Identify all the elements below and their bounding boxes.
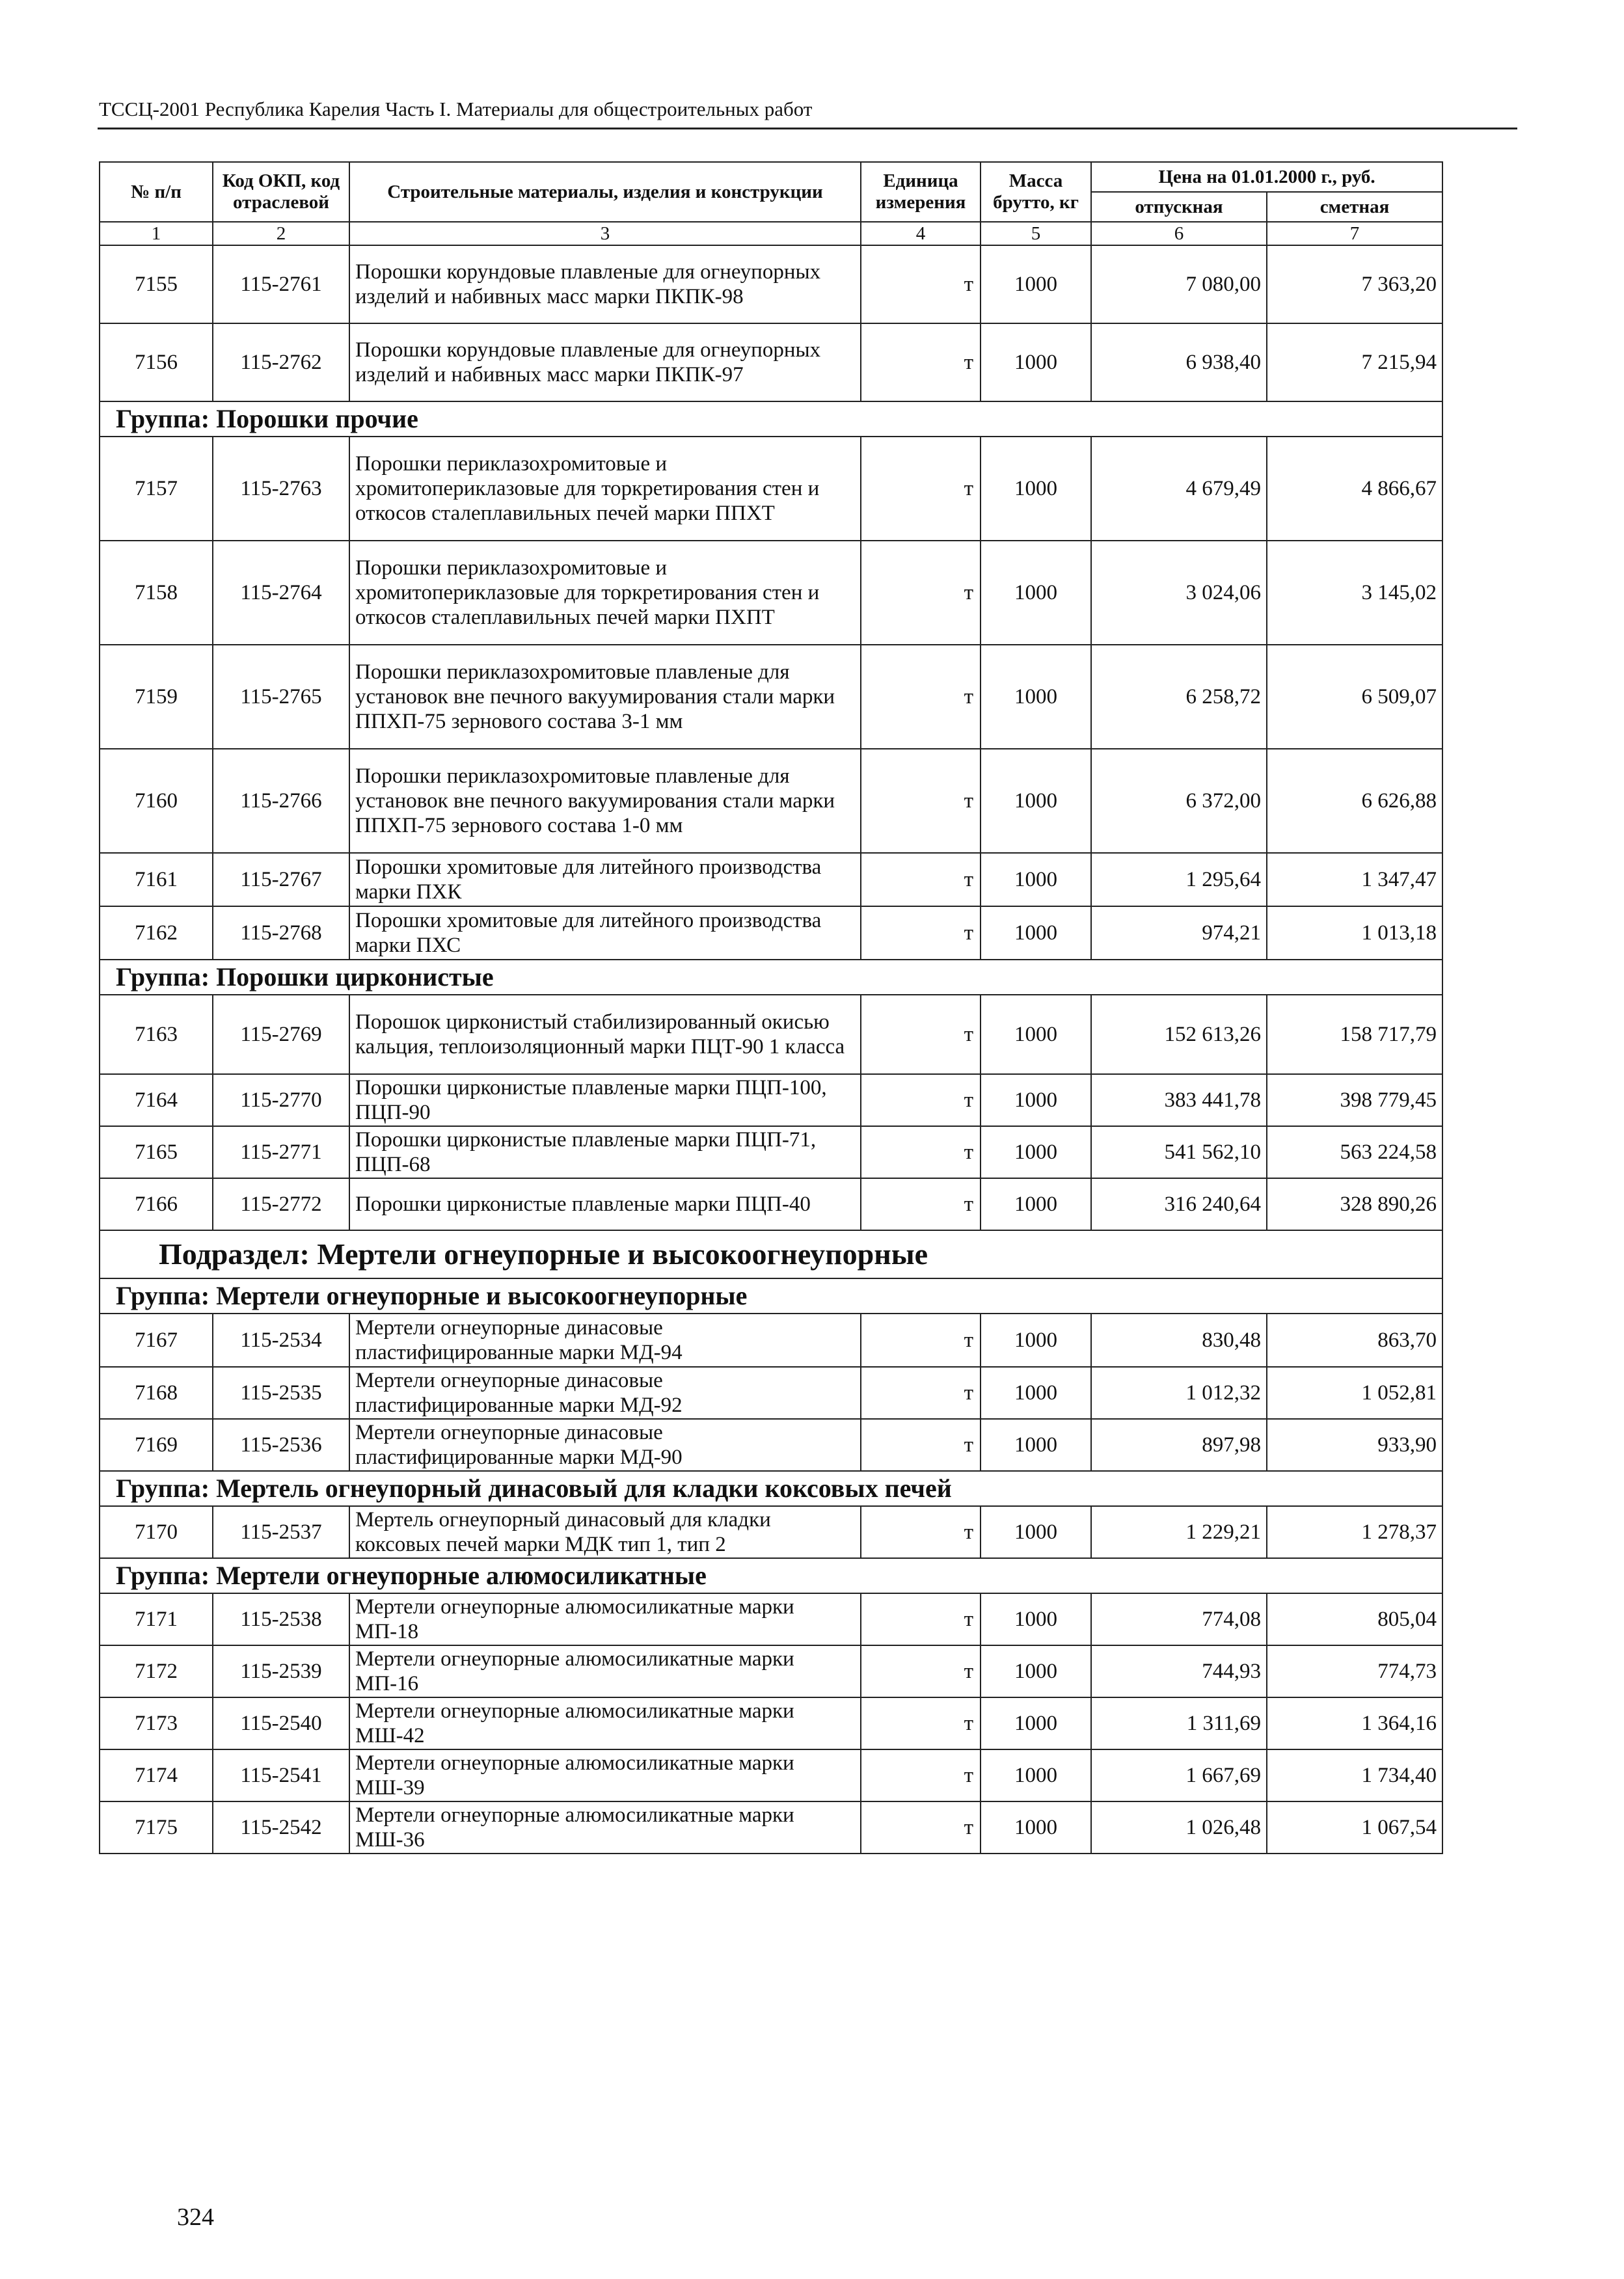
row-description: Порошки периклазохромитовые плавленые для установок вне печного вакуумирования стали марки ППХП-75 зернового состава 3-1 мм xyxy=(349,645,861,749)
row-code: 115-2768 xyxy=(213,906,349,960)
row-mass: 1000 xyxy=(981,1749,1091,1801)
row-description: Порошки цирконистые плавленые марки ПЦП-40 xyxy=(349,1178,861,1230)
row-code: 115-2765 xyxy=(213,645,349,749)
row-code: 115-2772 xyxy=(213,1178,349,1230)
row-unit: т xyxy=(861,323,981,401)
row-price-estimate: 158 717,79 xyxy=(1267,995,1442,1074)
row-number: 7173 xyxy=(100,1697,213,1749)
row-mass: 1000 xyxy=(981,853,1091,906)
table-row xyxy=(100,245,1442,323)
row-unit: т xyxy=(861,645,981,749)
row-number: 7174 xyxy=(100,1749,213,1801)
row-number: 7170 xyxy=(100,1506,213,1558)
table-row xyxy=(100,1367,1442,1419)
row-number: 7175 xyxy=(100,1801,213,1854)
row-unit: т xyxy=(861,541,981,645)
row-price-estimate: 1 347,47 xyxy=(1267,853,1442,906)
column-number: 5 xyxy=(981,222,1091,245)
column-number: 3 xyxy=(349,222,861,245)
row-unit: т xyxy=(861,1178,981,1230)
subsection-row xyxy=(100,1230,1442,1278)
header-code: Код ОКП, код отраслевой xyxy=(213,162,349,222)
row-description: Мертель огнеупорный динасовый для кладки коксовых печей марки МДК тип 1, тип 2 xyxy=(349,1506,861,1558)
row-number: 7161 xyxy=(100,853,213,906)
row-price-release: 4 679,49 xyxy=(1091,437,1267,541)
row-mass: 1000 xyxy=(981,1645,1091,1697)
row-price-release: 1 012,32 xyxy=(1091,1367,1267,1419)
row-description: Порошки периклазохромитовые плавленые для установок вне печного вакуумирования стали марки ППХП-75 зернового состава 1-0 мм xyxy=(349,749,861,853)
group-row xyxy=(100,960,1442,995)
group-row xyxy=(100,1278,1442,1314)
row-unit: т xyxy=(861,1506,981,1558)
row-price-estimate: 7 215,94 xyxy=(1267,323,1442,401)
table-row xyxy=(100,1801,1442,1854)
row-code: 115-2766 xyxy=(213,749,349,853)
row-number: 7169 xyxy=(100,1419,213,1471)
row-mass: 1000 xyxy=(981,1074,1091,1126)
row-price-release: 1 295,64 xyxy=(1091,853,1267,906)
table-row xyxy=(100,1314,1442,1367)
row-price-release: 383 441,78 xyxy=(1091,1074,1267,1126)
row-number: 7156 xyxy=(100,323,213,401)
row-number: 7162 xyxy=(100,906,213,960)
row-code: 115-2539 xyxy=(213,1645,349,1697)
row-description: Мертели огнеупорные динасовые пластифицированные марки МД-94 xyxy=(349,1314,861,1367)
row-unit: т xyxy=(861,1367,981,1419)
row-price-release: 541 562,10 xyxy=(1091,1126,1267,1178)
row-mass: 1000 xyxy=(981,1506,1091,1558)
row-price-release: 6 258,72 xyxy=(1091,645,1267,749)
row-price-estimate: 1 013,18 xyxy=(1267,906,1442,960)
row-description: Порошки корундовые плавленые для огнеупорных изделий и набивных масс марки ПКПК-97 xyxy=(349,323,861,401)
subsection-title: Подраздел: Мертели огнеупорные и высокоогнеупорные xyxy=(100,1230,1442,1278)
row-price-release: 1 311,69 xyxy=(1091,1697,1267,1749)
row-number: 7159 xyxy=(100,645,213,749)
row-price-estimate: 1 052,81 xyxy=(1267,1367,1442,1419)
row-price-estimate: 563 224,58 xyxy=(1267,1126,1442,1178)
price-table-wrapper xyxy=(99,161,1442,1854)
group-row xyxy=(100,401,1442,437)
row-mass: 1000 xyxy=(981,1126,1091,1178)
row-price-release: 897,98 xyxy=(1091,1419,1267,1471)
table-row xyxy=(100,1074,1442,1126)
row-price-release: 316 240,64 xyxy=(1091,1178,1267,1230)
table-row xyxy=(100,853,1442,906)
row-mass: 1000 xyxy=(981,1367,1091,1419)
page-number: 324 xyxy=(177,2204,214,2231)
table-row xyxy=(100,1178,1442,1230)
row-number: 7157 xyxy=(100,437,213,541)
table-row xyxy=(100,323,1442,401)
header-mass: Масса брутто, кг xyxy=(981,162,1091,222)
row-code: 115-2536 xyxy=(213,1419,349,1471)
row-mass: 1000 xyxy=(981,749,1091,853)
row-price-estimate: 6 509,07 xyxy=(1267,645,1442,749)
row-code: 115-2764 xyxy=(213,541,349,645)
row-number: 7172 xyxy=(100,1645,213,1697)
table-body xyxy=(100,245,1442,1854)
row-price-release: 774,08 xyxy=(1091,1593,1267,1645)
price-table xyxy=(99,161,1443,1854)
row-price-release: 7 080,00 xyxy=(1091,245,1267,323)
row-mass: 1000 xyxy=(981,645,1091,749)
row-mass: 1000 xyxy=(981,1314,1091,1367)
row-number: 7167 xyxy=(100,1314,213,1367)
row-price-estimate: 1 278,37 xyxy=(1267,1506,1442,1558)
row-unit: т xyxy=(861,1801,981,1854)
row-number: 7160 xyxy=(100,749,213,853)
table-row xyxy=(100,1749,1442,1801)
row-price-release: 3 024,06 xyxy=(1091,541,1267,645)
table-head xyxy=(100,162,1442,245)
row-price-estimate: 933,90 xyxy=(1267,1419,1442,1471)
column-number-row xyxy=(100,222,1442,245)
row-unit: т xyxy=(861,906,981,960)
row-code: 115-2540 xyxy=(213,1697,349,1749)
column-number: 4 xyxy=(861,222,981,245)
row-unit: т xyxy=(861,1314,981,1367)
row-unit: т xyxy=(861,1074,981,1126)
row-mass: 1000 xyxy=(981,323,1091,401)
column-number: 7 xyxy=(1267,222,1442,245)
row-price-estimate: 1 364,16 xyxy=(1267,1697,1442,1749)
row-price-release: 1 667,69 xyxy=(1091,1749,1267,1801)
row-unit: т xyxy=(861,245,981,323)
table-row xyxy=(100,749,1442,853)
table-row xyxy=(100,1593,1442,1645)
table-row xyxy=(100,1645,1442,1697)
row-code: 115-2767 xyxy=(213,853,349,906)
row-unit: т xyxy=(861,1126,981,1178)
row-mass: 1000 xyxy=(981,995,1091,1074)
row-price-estimate: 863,70 xyxy=(1267,1314,1442,1367)
column-number: 1 xyxy=(100,222,213,245)
row-number: 7166 xyxy=(100,1178,213,1230)
row-code: 115-2763 xyxy=(213,437,349,541)
row-price-estimate: 6 626,88 xyxy=(1267,749,1442,853)
row-unit: т xyxy=(861,1645,981,1697)
row-mass: 1000 xyxy=(981,245,1091,323)
column-number: 2 xyxy=(213,222,349,245)
row-mass: 1000 xyxy=(981,1419,1091,1471)
table-row xyxy=(100,645,1442,749)
row-number: 7158 xyxy=(100,541,213,645)
table-row xyxy=(100,437,1442,541)
row-description: Мертели огнеупорные алюмосиликатные марки МШ-36 xyxy=(349,1801,861,1854)
header-unit: Единица измерения xyxy=(861,162,981,222)
group-title: Группа: Мертель огнеупорный динасовый для кладки коксовых печей xyxy=(100,1471,1442,1506)
row-unit: т xyxy=(861,1697,981,1749)
row-price-release: 1 026,48 xyxy=(1091,1801,1267,1854)
row-code: 115-2535 xyxy=(213,1367,349,1419)
row-mass: 1000 xyxy=(981,541,1091,645)
group-title: Группа: Порошки цирконистые xyxy=(100,960,1442,995)
row-description: Порошки цирконистые плавленые марки ПЦП-71, ПЦП-68 xyxy=(349,1126,861,1178)
table-row xyxy=(100,541,1442,645)
row-description: Мертели огнеупорные алюмосиликатные марки МП-16 xyxy=(349,1645,861,1697)
row-unit: т xyxy=(861,437,981,541)
row-number: 7164 xyxy=(100,1074,213,1126)
table-row xyxy=(100,1506,1442,1558)
row-mass: 1000 xyxy=(981,1178,1091,1230)
row-code: 115-2537 xyxy=(213,1506,349,1558)
row-number: 7168 xyxy=(100,1367,213,1419)
row-description: Порошки хромитовые для литейного производства марки ПХК xyxy=(349,853,861,906)
row-price-estimate: 328 890,26 xyxy=(1267,1178,1442,1230)
row-code: 115-2541 xyxy=(213,1749,349,1801)
row-price-release: 1 229,21 xyxy=(1091,1506,1267,1558)
header-price-release: отпускная xyxy=(1091,192,1267,222)
row-price-estimate: 774,73 xyxy=(1267,1645,1442,1697)
row-description: Порошки цирконистые плавленые марки ПЦП-100, ПЦП-90 xyxy=(349,1074,861,1126)
row-mass: 1000 xyxy=(981,1697,1091,1749)
table-row xyxy=(100,1697,1442,1749)
row-price-release: 830,48 xyxy=(1091,1314,1267,1367)
row-unit: т xyxy=(861,1749,981,1801)
row-description: Мертели огнеупорные динасовые пластифицированные марки МД-92 xyxy=(349,1367,861,1419)
row-price-estimate: 398 779,45 xyxy=(1267,1074,1442,1126)
row-code: 115-2769 xyxy=(213,995,349,1074)
row-price-estimate: 3 145,02 xyxy=(1267,541,1442,645)
header-price-estimate: сметная xyxy=(1267,192,1442,222)
row-price-estimate: 4 866,67 xyxy=(1267,437,1442,541)
row-code: 115-2542 xyxy=(213,1801,349,1854)
header-num: № п/п xyxy=(100,162,213,222)
row-price-release: 974,21 xyxy=(1091,906,1267,960)
row-code: 115-2770 xyxy=(213,1074,349,1126)
row-price-release: 6 938,40 xyxy=(1091,323,1267,401)
row-description: Мертели огнеупорные алюмосиликатные марки МП-18 xyxy=(349,1593,861,1645)
row-description: Порошки периклазохромитовые и хромитопериклазовые для торкретирования стен и откосов сталеплавильных печей марки ПХПТ xyxy=(349,541,861,645)
row-number: 7165 xyxy=(100,1126,213,1178)
row-description: Порошок цирконистый стабилизированный окисью кальция, теплоизоляционный марки ПЦТ-90 1 класса xyxy=(349,995,861,1074)
page-header: ТССЦ-2001 Республика Карелия Часть I. Материалы для общестроительных работ xyxy=(99,98,813,120)
table-row xyxy=(100,1419,1442,1471)
column-number: 6 xyxy=(1091,222,1267,245)
row-mass: 1000 xyxy=(981,906,1091,960)
row-price-estimate: 7 363,20 xyxy=(1267,245,1442,323)
row-mass: 1000 xyxy=(981,1801,1091,1854)
row-mass: 1000 xyxy=(981,1593,1091,1645)
row-price-estimate: 805,04 xyxy=(1267,1593,1442,1645)
header-description: Строительные материалы, изделия и конструкции xyxy=(349,162,861,222)
row-code: 115-2762 xyxy=(213,323,349,401)
row-unit: т xyxy=(861,749,981,853)
group-title: Группа: Мертели огнеупорные алюмосиликатные xyxy=(100,1558,1442,1593)
row-description: Порошки хромитовые для литейного производства марки ПХС xyxy=(349,906,861,960)
row-unit: т xyxy=(861,995,981,1074)
group-row xyxy=(100,1558,1442,1593)
row-price-estimate: 1 734,40 xyxy=(1267,1749,1442,1801)
row-number: 7163 xyxy=(100,995,213,1074)
table-row xyxy=(100,906,1442,960)
row-number: 7155 xyxy=(100,245,213,323)
row-price-release: 6 372,00 xyxy=(1091,749,1267,853)
row-price-release: 744,93 xyxy=(1091,1645,1267,1697)
row-code: 115-2534 xyxy=(213,1314,349,1367)
row-description: Порошки периклазохромитовые и хромитопериклазовые для торкретирования стен и откосов сталеплавильных печей марки ППХТ xyxy=(349,437,861,541)
row-price-estimate: 1 067,54 xyxy=(1267,1801,1442,1854)
row-code: 115-2771 xyxy=(213,1126,349,1178)
row-code: 115-2761 xyxy=(213,245,349,323)
row-unit: т xyxy=(861,853,981,906)
row-description: Мертели огнеупорные алюмосиликатные марки МШ-42 xyxy=(349,1697,861,1749)
row-mass: 1000 xyxy=(981,437,1091,541)
row-price-release: 152 613,26 xyxy=(1091,995,1267,1074)
row-description: Порошки корундовые плавленые для огнеупорных изделий и набивных масс марки ПКПК-98 xyxy=(349,245,861,323)
row-number: 7171 xyxy=(100,1593,213,1645)
row-description: Мертели огнеупорные алюмосиликатные марки МШ-39 xyxy=(349,1749,861,1801)
group-title: Группа: Порошки прочие xyxy=(100,401,1442,437)
row-code: 115-2538 xyxy=(213,1593,349,1645)
group-row xyxy=(100,1471,1442,1506)
header-price-group: Цена на 01.01.2000 г., руб. xyxy=(1091,162,1442,192)
row-unit: т xyxy=(861,1593,981,1645)
header-rule xyxy=(98,128,1517,129)
group-title: Группа: Мертели огнеупорные и высокоогнеупорные xyxy=(100,1278,1442,1314)
row-unit: т xyxy=(861,1419,981,1471)
table-row xyxy=(100,1126,1442,1178)
table-row xyxy=(100,995,1442,1074)
row-description: Мертели огнеупорные динасовые пластифицированные марки МД-90 xyxy=(349,1419,861,1471)
